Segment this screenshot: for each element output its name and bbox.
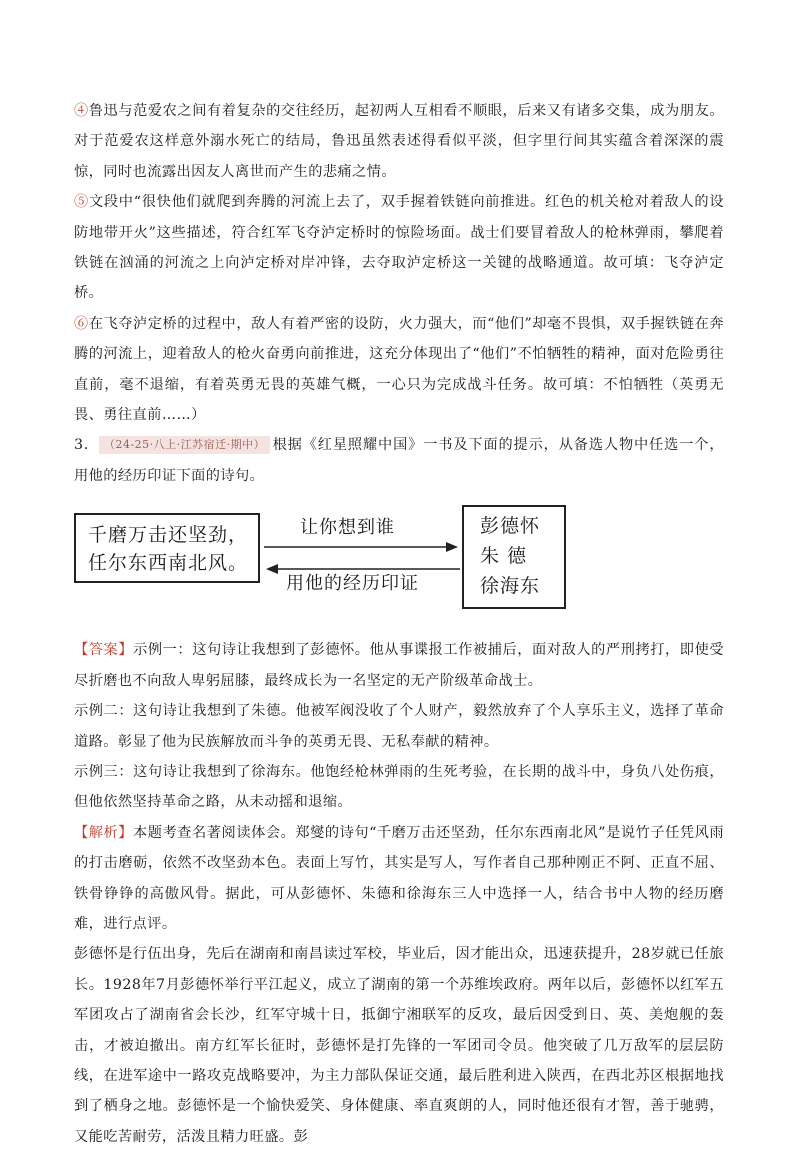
- item-text: 鲁迅与范爱农之间有着复杂的交往经历，起初两人互相看不顺眼，后来又有诸多交集，成为朋友。对于范爱农这样意外溺水死亡的结局，鲁迅虽然表述得看似平淡，但字里行间其实蕴含着深深的震惊，同时也流露出因友人离世而产生的悲痛之情。: [74, 103, 724, 180]
- source-tag: （24-25·八上·江苏宿迁·期中）: [99, 436, 270, 454]
- analysis-text: 彭德怀是行伍出身，先后在湖南和南昌读过军校，毕业后，因才能出众，迅速获提升，28岁就已任旅长。1928年7月彭德怀举行平江起义，成立了湖南的第一个苏维埃政府。两年以后，彭德怀以红军五军团攻占了湖南省会长沙，红军守城十日，抵御宁湘联军的反攻，最后因受到日、英、美炮舰的轰击，才被迫撤出。南方红军长征时，彭德怀是打先锋的一军团司令员。他突破了几万敌军的层层防线，在进军途中一路攻克战略要冲，为主力部队保证交通，最后胜利进入陕西，在西北苏区根据地找到了栖身之地。彭德怀是一个愉快爱笑、身体健康、率直爽朗的人，同时他还很有才智，善于驰骋，又能吃苦耐劳，活泼且精力旺盛。彭: [74, 946, 724, 1145]
- analysis-paragraph-1: [74, 818, 724, 940]
- example-text: 示例一：这句诗让我想到了彭德怀。他从事谍报工作被捕后，面对敌人的严刑拷打，即使受尽折磨也不向敌人卑躬屈膝，最终成长为一名坚定的无产阶级革命战士。: [74, 642, 724, 689]
- example-text: 示例二：这句诗让我想到了朱德。他被军阀没收了个人财产，毅然放弃了个人享乐主义，选择了革命道路。彰显了他为民族解放而斗争的英勇无畏、无私奉献的精神。: [74, 703, 724, 750]
- answer-example-1: [74, 635, 724, 696]
- question-text: 根据《红星照耀中国》一书及下面的提示，从备选人物中任选一个，用他的经历印证下面的诗句。: [74, 437, 724, 484]
- item-marker: ⑥: [74, 315, 89, 332]
- analysis-paragraph-2: [74, 939, 724, 1152]
- answer-item-6: [74, 309, 724, 431]
- item-marker: ④: [74, 103, 89, 119]
- arrow-left-head: [266, 564, 278, 574]
- item-text: 文段中“很快他们就爬到奔腾的河流上去了，双手握着铁链向前推进。红色的机关枪对着敌人的设防地带开火”这些描述，符合红军飞夺泸定桥时的惊险场面。战士们要冒着敌人的枪林弹雨，攀爬着铁链在汹涌的河流之上向泸定桥对岸冲锋，去夺取泸定桥这一关键的战略通道。故可填：飞夺泸定桥。: [74, 194, 724, 302]
- analysis-label: 【解析】: [74, 824, 134, 841]
- poem-box: [74, 513, 260, 583]
- arrow-label-bottom: 用他的经历印证: [286, 573, 419, 595]
- candidates-box: [462, 505, 566, 609]
- item-marker: ⑤: [74, 194, 89, 211]
- candidate-name: 徐海东: [480, 575, 541, 598]
- arrow-right-head: [446, 542, 458, 552]
- answer-label: 【答案】: [74, 642, 134, 659]
- question-number: 3．: [74, 437, 99, 454]
- arrow-label-top: 让你想到谁: [300, 517, 395, 539]
- poem-line: 千磨万击还坚劲，: [88, 524, 249, 547]
- question-diagram: [74, 505, 724, 625]
- answer-item-5: [74, 187, 724, 309]
- candidate-name: 朱 德: [480, 545, 528, 568]
- question-3: [74, 430, 724, 491]
- example-text: 示例三：这句诗让我想到了徐海东。他饱经枪林弹雨的生死考验，在长期的战斗中，身负八处伤痕，但他依然坚持革命之路，从未动摇和退缩。: [74, 763, 724, 811]
- poem-line: 任尔东西南北风。: [88, 552, 249, 575]
- candidate-name: 彭德怀: [480, 515, 541, 538]
- answer-example-3: [74, 757, 724, 818]
- answer-example-2: [74, 696, 724, 757]
- item-text: 在飞夺泸定桥的过程中，敌人有着严密的设防，火力强大，而“他们”却毫不畏惧，双手握铁链在奔腾的河流上，迎着敌人的枪火奋勇向前推进，这充分体现出了“他们”不怕牺牲的精神，面对危险勇往直前，毫不退缩，有着英勇无畏的英雄气概，一心只为完成战斗任务。故可填：不怕牺牲（英勇无畏、勇往直前……）: [74, 315, 725, 424]
- answer-item-4: [74, 96, 724, 187]
- document-page: [74, 96, 724, 1152]
- analysis-text: 本题考查名著阅读体会。郑燮的诗句“千磨万击还坚劲，任尔东西南北风”是说竹子任凭风雨的打击磨砺，依然不改坚劲本色。表面上写竹，其实是写人，写作者自己那种刚正不阿、正直不屈、铁骨铮铮的高傲风骨。据此，可从彭德怀、朱德和徐海东三人中选择一人，结合书中人物的经历磨难，进行点评。: [74, 824, 724, 932]
